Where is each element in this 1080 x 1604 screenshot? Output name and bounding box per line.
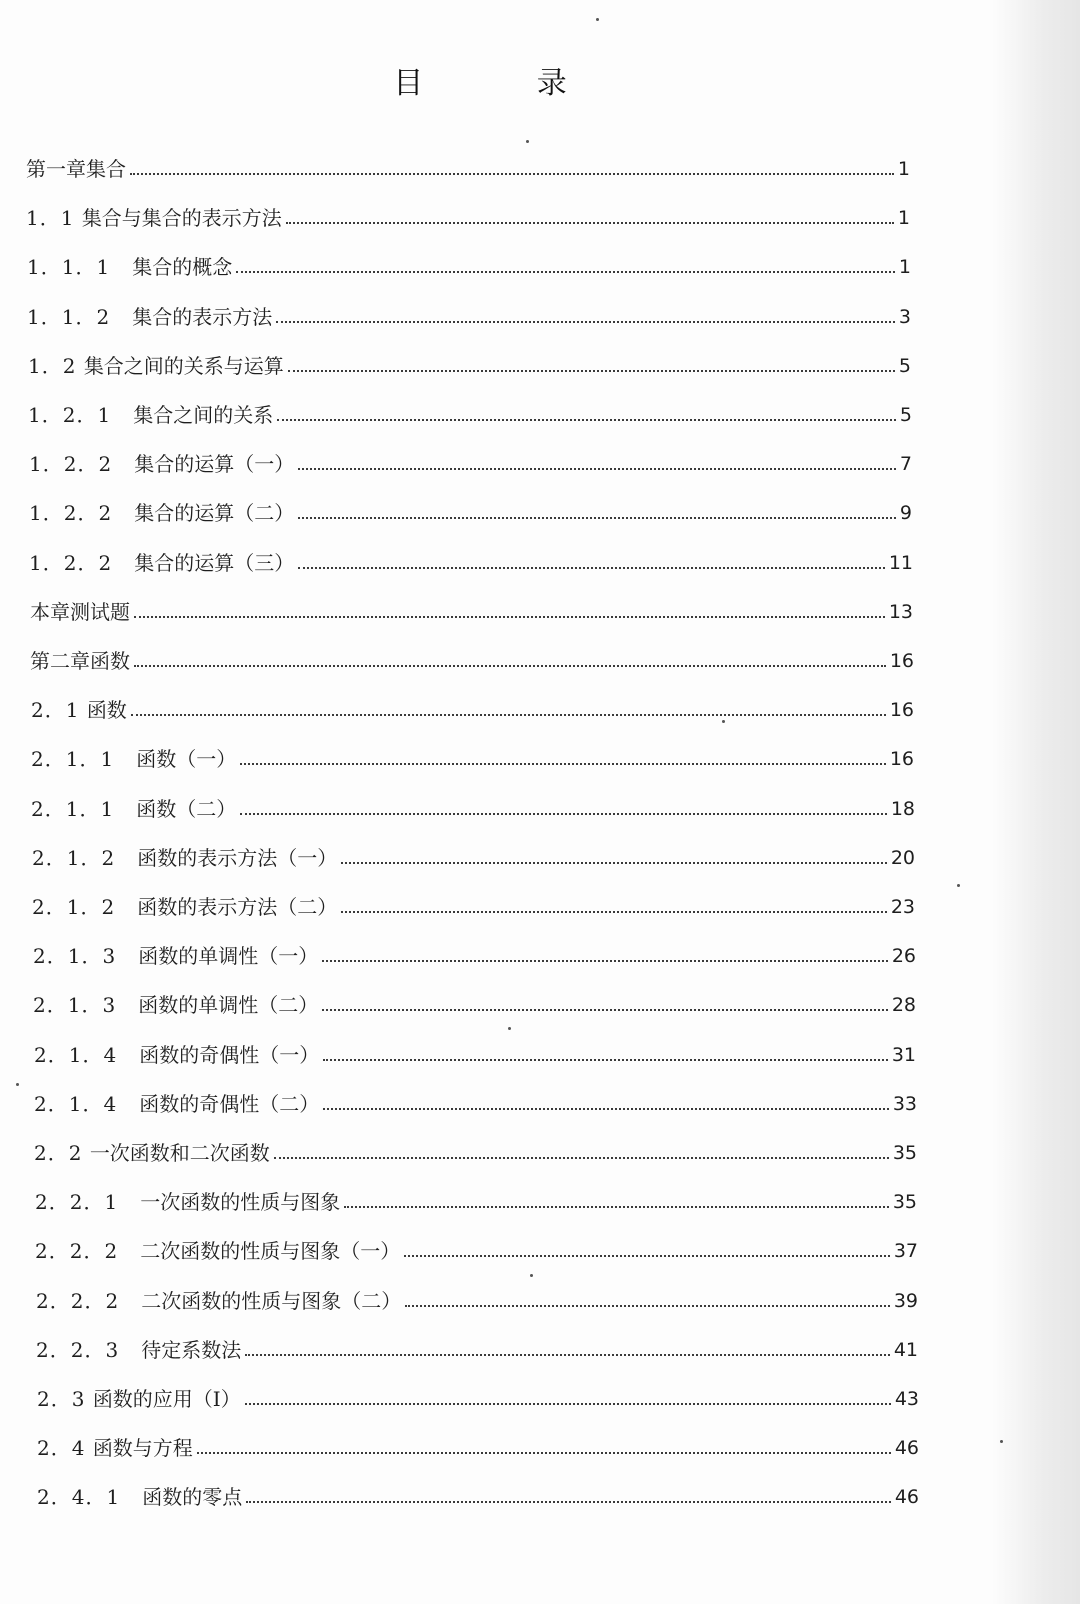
toc-leader-dots	[288, 370, 895, 372]
toc-entry	[34, 1137, 917, 1165]
toc-entry	[33, 940, 916, 968]
toc-entry	[27, 251, 911, 279]
toc-entry-number: 1．1．1	[27, 255, 133, 280]
toc-entry	[31, 793, 915, 821]
toc-leader-dots	[240, 813, 887, 815]
toc-leader-dots	[323, 1108, 889, 1110]
toc-leader-dots	[197, 1452, 891, 1454]
toc-entry-label: 集合之间的关系与运算	[83, 353, 284, 378]
toc-entry-label: 集合的运算（二）	[134, 501, 295, 526]
toc-entry-label: 函数（二）	[136, 796, 237, 821]
scan-speck	[596, 18, 599, 21]
toc-entry-number: 2．1．1	[31, 747, 137, 772]
toc-entry-number: 2．1．4	[34, 1042, 140, 1067]
toc-entry-page-number: 16	[889, 748, 914, 771]
toc-entry	[34, 1088, 917, 1116]
toc-entry-page-number: 16	[889, 650, 914, 672]
toc-entry-page-number: 16	[889, 699, 914, 722]
toc-entry-number: 2．1．3	[33, 944, 139, 969]
toc-entry	[32, 891, 915, 919]
toc-entry-page-number: 26	[891, 945, 916, 968]
toc-entry-label: 待定系数法	[141, 1337, 242, 1362]
toc-entry-label: 二次函数的性质与图象（二）	[141, 1288, 402, 1313]
toc-entry	[29, 448, 912, 476]
toc-entry-page-number: 18	[890, 797, 915, 820]
toc-entry-number: 2．1．4	[34, 1091, 140, 1116]
toc-entry-label: 一次函数的性质与图象	[140, 1190, 341, 1215]
toc-entry-page-number: 31	[891, 1043, 916, 1066]
toc-entry-number: 2．1	[31, 698, 87, 723]
toc-entry-label: 函数（一）	[136, 747, 237, 772]
scan-speck	[16, 1083, 19, 1086]
toc-leader-dots	[277, 419, 896, 421]
toc-entry-label: 本章测试题	[30, 599, 130, 624]
toc-entry-label: 函数的零点	[142, 1485, 243, 1510]
toc-entry-label: 函数的单调性（二）	[138, 993, 319, 1018]
toc-entry-label: 函数的奇偶性（二）	[139, 1091, 320, 1116]
toc-entry-page-number: 41	[893, 1338, 918, 1361]
toc-entry	[35, 1235, 918, 1263]
toc-entry-page-number: 28	[891, 994, 916, 1017]
toc-entry	[37, 1432, 919, 1460]
toc-entry-number: 1．2．2	[29, 452, 135, 477]
toc-entry-page-number: 13	[888, 600, 913, 623]
toc-entry-label: 集合之间的关系	[133, 403, 274, 427]
scan-speck	[508, 1027, 511, 1030]
toc-entry-number: 2．2．2	[36, 1288, 142, 1313]
toc-entry-page-number: 33	[892, 1092, 917, 1115]
scan-speck	[722, 720, 725, 723]
page-title: 目 录	[393, 66, 619, 101]
toc-entry-number: 2．2．1	[35, 1190, 141, 1215]
toc-entry-label: 函数	[86, 698, 127, 723]
toc-leader-dots	[344, 1206, 889, 1208]
toc-leader-dots	[131, 714, 886, 716]
toc-leader-dots	[298, 567, 885, 569]
toc-entry-page-number: 46	[894, 1486, 919, 1509]
toc-entry	[37, 1383, 919, 1411]
toc-entry	[29, 547, 913, 575]
toc-entry	[36, 1334, 918, 1362]
toc-entry	[37, 1481, 919, 1509]
toc-leader-dots	[404, 1255, 890, 1257]
toc-entry-page-number: 3	[898, 305, 911, 328]
toc-entry-label: 第二章函数	[30, 649, 130, 673]
toc-entry-label: 函数的奇偶性（一）	[139, 1042, 320, 1067]
toc-entry-number: 2．4	[37, 1436, 93, 1461]
toc-entry-label: 集合与集合的表示方法	[81, 206, 282, 231]
toc-entry	[31, 743, 914, 771]
toc-leader-dots	[286, 222, 894, 224]
scan-speck	[526, 140, 529, 143]
toc-entry	[34, 1039, 916, 1067]
toc-entry-label: 二次函数的性质与图象（一）	[140, 1239, 401, 1264]
toc-leader-dots	[240, 763, 886, 765]
toc-entry	[32, 842, 915, 870]
toc-entry-page-number: 1	[897, 207, 910, 230]
toc-entry-page-number: 43	[894, 1388, 919, 1410]
toc-entry-number: 1．2	[28, 353, 84, 378]
toc-entry	[31, 694, 914, 722]
toc-entry-page-number: 35	[892, 1191, 917, 1214]
toc-entry	[35, 1186, 917, 1214]
toc-leader-dots	[322, 1009, 888, 1011]
scan-speck	[1000, 1440, 1003, 1443]
toc-entry-number: 2．2	[34, 1141, 90, 1165]
toc-leader-dots	[134, 616, 885, 618]
toc-leader-dots	[341, 911, 887, 913]
toc-entry-label: 集合的运算（三）	[134, 550, 295, 575]
toc-entry-label: 函数的表示方法（一）	[137, 845, 338, 870]
toc-entry-page-number: 5	[899, 404, 912, 426]
toc-leader-dots	[405, 1305, 890, 1307]
toc-entry-label: 集合的表示方法	[132, 304, 273, 329]
toc-leader-dots	[274, 1157, 889, 1159]
toc-entry-page-number: 39	[893, 1289, 918, 1312]
toc-entry-page-number: 23	[890, 896, 915, 918]
toc-leader-dots	[276, 321, 895, 323]
toc-entry-label: 第一章集合	[26, 157, 126, 181]
scan-speck	[530, 1274, 533, 1277]
toc-entry	[30, 596, 913, 624]
toc-entry-number: 1．2．2	[29, 550, 135, 575]
toc-entry-number: 2．2．3	[36, 1337, 142, 1362]
toc-leader-dots	[245, 1403, 891, 1405]
toc-entry-page-number: 1	[897, 158, 910, 180]
toc-leader-dots	[341, 862, 887, 864]
toc-entry	[26, 153, 910, 181]
toc-leader-dots	[245, 1354, 890, 1356]
toc-entry-number: 2．2．2	[35, 1239, 141, 1264]
toc-entry-label: 函数的单调性（一）	[138, 944, 319, 969]
toc-entry-page-number: 37	[893, 1240, 918, 1263]
toc-entry	[30, 645, 914, 673]
toc-entry	[33, 989, 916, 1017]
toc-entry-page-number: 46	[894, 1437, 919, 1460]
toc-entry-label: 集合的运算（一）	[134, 452, 295, 477]
toc-entry-page-number: 7	[899, 453, 912, 476]
toc-entry-number: 1．1．2	[27, 304, 133, 329]
toc-entry-number: 2．1．1	[31, 796, 137, 821]
toc-entry-number: 1．2．2	[29, 501, 135, 526]
toc-entry-number: 1．2．1	[28, 403, 134, 427]
toc-leader-dots	[130, 173, 894, 175]
toc-entry	[29, 497, 912, 525]
toc-entry-number: 2．1．3	[33, 993, 139, 1018]
toc-entry-page-number: 20	[890, 846, 915, 869]
toc-entry	[26, 202, 910, 230]
toc-entry	[28, 350, 911, 378]
toc-leader-dots	[322, 960, 888, 962]
toc-entry-number: 2．4．1	[37, 1485, 143, 1510]
scan-edge-shadow	[992, 0, 1080, 1604]
toc-entry-label: 集合的概念	[132, 255, 233, 280]
toc-entry-number: 2．3	[37, 1387, 93, 1411]
toc-entry-number: 2．1．2	[32, 845, 138, 870]
scan-speck	[957, 884, 960, 887]
toc-entry-label: 函数与方程	[92, 1436, 193, 1461]
toc-entry-page-number: 9	[899, 502, 912, 525]
toc-entry-number: 2．1．2	[32, 895, 138, 919]
toc-entry-number: 1．1	[26, 206, 82, 231]
toc-entry	[28, 399, 912, 427]
toc-entry-label: 函数的表示方法（二）	[137, 895, 338, 919]
toc-entry	[27, 301, 911, 329]
toc-entry	[36, 1285, 918, 1313]
toc-entry-page-number: 35	[892, 1142, 917, 1164]
toc-entry-page-number: 5	[898, 354, 911, 377]
toc-entry-label: 函数的应用（Ⅰ）	[92, 1387, 241, 1411]
toc-leader-dots	[298, 468, 896, 470]
toc-leader-dots	[134, 665, 886, 667]
toc-entry-page-number: 1	[898, 256, 911, 279]
toc-leader-dots	[323, 1059, 888, 1061]
toc-entry-label: 一次函数和二次函数	[89, 1141, 270, 1165]
toc-entry-page-number: 11	[888, 551, 913, 574]
toc-leader-dots	[298, 517, 896, 519]
toc-leader-dots	[236, 271, 895, 273]
toc-leader-dots	[246, 1501, 891, 1503]
